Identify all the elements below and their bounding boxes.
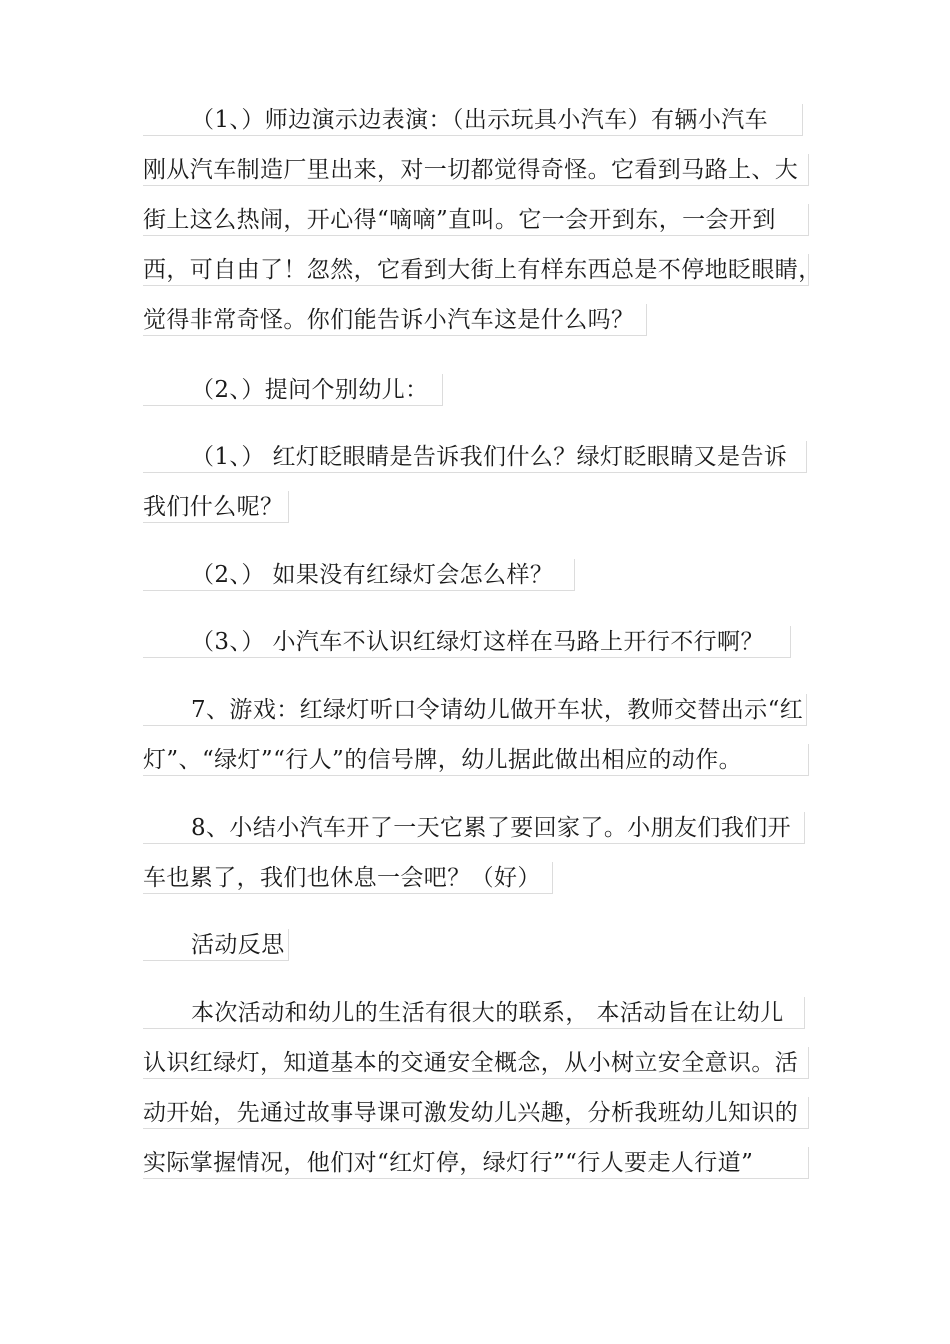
line-text: 本次活动和幼儿的生活有很大的联系， 本活动旨在让幼儿 [191, 1000, 784, 1026]
line-text: （3、） 小汽车不认识红绿灯这样在马路上开行不行啊？ [191, 629, 764, 655]
text-line [143, 374, 443, 406]
line-text: 8、小结小汽车开了一天它累了要回家了。小朋友们我们开 [191, 815, 792, 841]
text-line [143, 1147, 809, 1179]
line-text: 西，可自由了！忽然，它看到大街上有样东西总是不停地眨眼睛， [143, 257, 822, 283]
line-text: 认识红绿灯，知道基本的交通安全概念，从小树立安全意识。活 [143, 1050, 799, 1076]
text-line [143, 997, 805, 1029]
line-text: 灯”、“绿灯”“行人”的信号牌，幼儿据此做出相应的动作。 [143, 747, 742, 773]
text-line [143, 694, 807, 726]
text-line [143, 104, 803, 136]
line-text: 我们什么呢？ [143, 494, 284, 520]
line-text: 实际掌握情况，他们对“红灯停，绿灯行”“行人要走人行道” [143, 1150, 754, 1176]
text-line [143, 929, 289, 961]
text-line [143, 304, 647, 336]
line-text: 活动反思 [191, 932, 285, 958]
line-text: 街上这么热闹，开心得“嘀嘀”直叫。它一会开到东，一会开到 [143, 207, 776, 233]
line-text: 车也累了，我们也休息一会吧？（好） [143, 865, 541, 891]
text-line [143, 491, 289, 523]
line-text: 动开始，先通过故事导课可激发幼儿兴趣，分析我班幼儿知识的 [143, 1100, 799, 1126]
line-text: 刚从汽车制造厂里出来，对一切都觉得奇怪。它看到马路上、大 [143, 157, 799, 183]
text-line [143, 1047, 809, 1079]
text-line [143, 862, 553, 894]
line-text: （1、）师边演示边表演：（出示玩具小汽车）有辆小汽车 [191, 107, 769, 133]
line-text: （2、）提问个别幼儿： [191, 377, 429, 403]
text-line [143, 812, 805, 844]
text-line [143, 559, 575, 591]
text-line [143, 441, 807, 473]
line-text: （2、） 如果没有红绿灯会怎么样？ [191, 562, 554, 588]
text-line [143, 744, 809, 776]
text-line [143, 154, 809, 186]
line-text: 觉得非常奇怪。你们能告诉小汽车这是什么吗？ [143, 307, 635, 333]
line-text: （1、） 红灯眨眼睛是告诉我们什么？绿灯眨眼睛又是告诉 [191, 444, 788, 470]
text-line [143, 1097, 809, 1129]
text-line [143, 626, 791, 658]
text-line [143, 204, 809, 236]
text-line [143, 254, 822, 286]
line-text: 7、游戏：红绿灯听口令请幼儿做开车状，教师交替出示“红 [191, 697, 804, 723]
